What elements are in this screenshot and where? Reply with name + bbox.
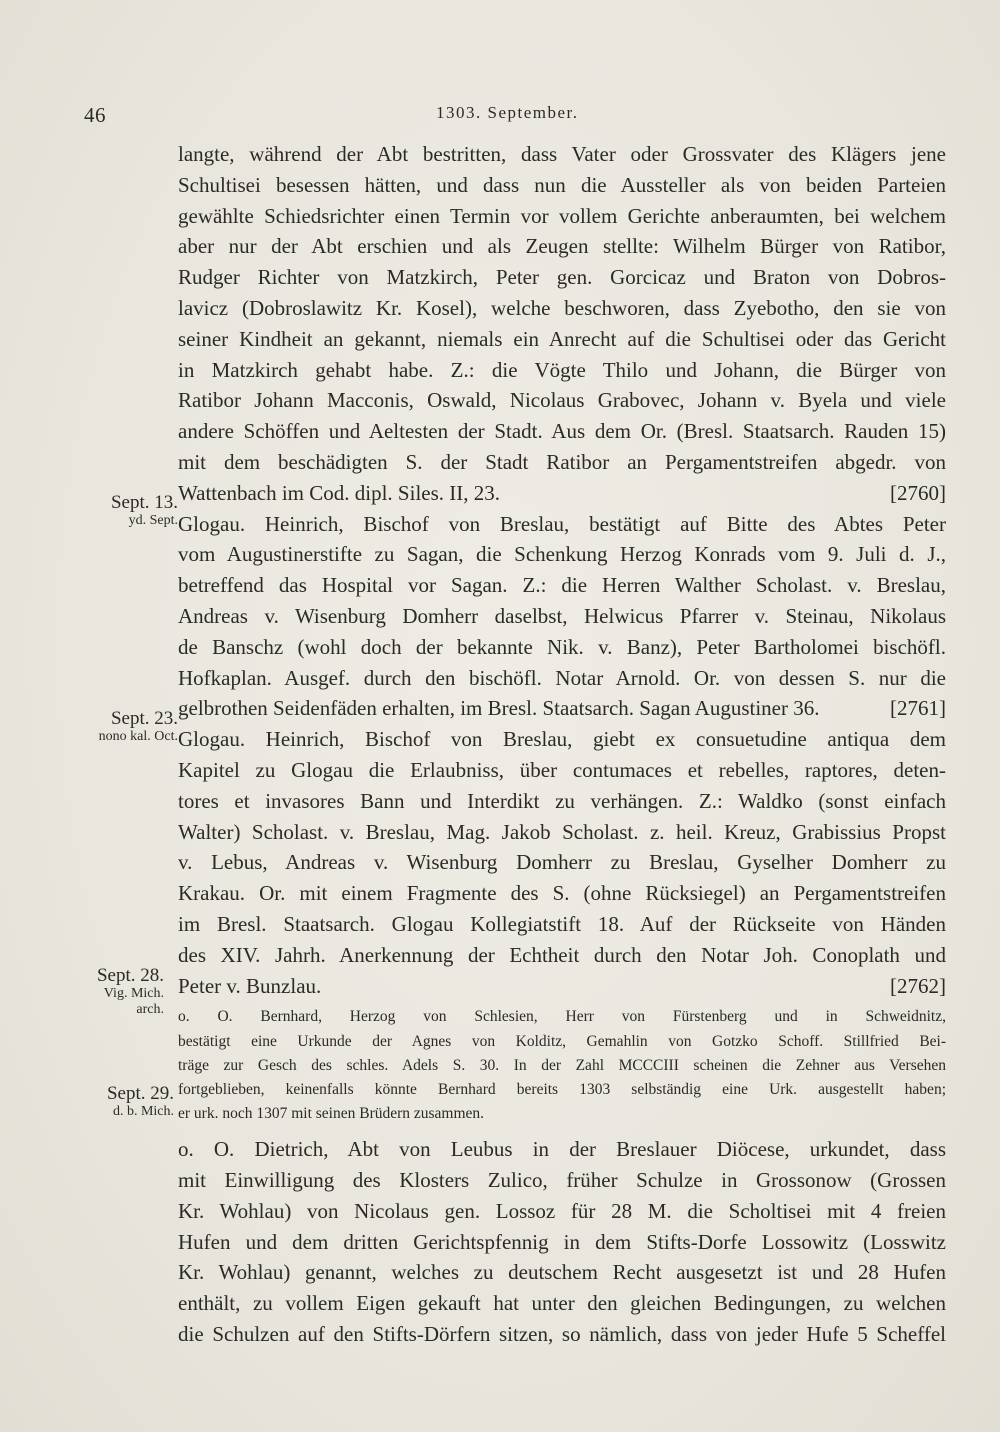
- page-number: 46: [84, 103, 106, 127]
- margin-date: [111, 493, 178, 529]
- text-line: Kr. Wohlau) von Nicolaus gen. Lossoz für 28 M. die Scholtisei mit 4 freien: [178, 1198, 946, 1223]
- text-line: tores et invasores Bann und Interdikt zu verhängen. Z.: Waldko (sonst einfach: [178, 788, 946, 813]
- margin-date: [107, 1084, 174, 1120]
- regest-entry: [178, 1005, 946, 1126]
- document-number: [2760]: [890, 480, 946, 505]
- body-text: [178, 139, 946, 1350]
- text-line: Andreas v. Wisenburg Domherr daselbst, Helwicus Pfarrer v. Steinau, Nikolaus: [178, 603, 946, 628]
- margin-date-text: Sept. 28.: [96, 965, 164, 986]
- margin-date: [99, 709, 178, 745]
- text-line: fortgeblieben, keinenfalls könnte Bernhard bereits 1303 selbständig eine Urk. ausgestellt haben;: [178, 1080, 946, 1098]
- margin-date-text: Sept. 29.: [106, 1083, 174, 1104]
- document-number: [2762]: [890, 973, 946, 998]
- margin-date-text: Sept. 23.: [110, 708, 178, 729]
- margin-date: [84, 966, 164, 1018]
- margin-date-sub: d. b. Mich.: [112, 1104, 174, 1119]
- running-head: 1303. September.: [436, 103, 579, 122]
- text-line: im Bresl. Staatsarch. Glogau Kollegiatstift 18. Auf der Rückseite von Händen: [178, 911, 946, 936]
- text-line: langte, während der Abt bestritten, dass Vater oder Grossvater des Klägers jene: [178, 142, 946, 166]
- text-line: Krakau. Or. mit einem Fragmente des S. (ohne Rücksiegel) an Pergamentstreifen: [178, 881, 946, 906]
- text-line: enthält, zu vollem Eigen gekauft hat unter den gleichen Bedingungen, zu welchen: [178, 1291, 946, 1316]
- text-line: bestätigt eine Urkunde der Agnes von Kolditz, Gemahlin von Gotzko Schoff. Stillfried Bei-: [178, 1032, 946, 1050]
- text-line: Kapitel zu Glogau die Erlaubniss, über contumaces et rebelles, raptores, deten-: [178, 757, 946, 782]
- text-line: andere Schöffen und Aeltesten der Stadt. Aus dem Or. (Bresl. Staatsarch. Rauden 15): [178, 419, 946, 444]
- text-line: mit Einwilligung des Klosters Zulico, früher Schulze in Grossonow (Grossen: [178, 1168, 946, 1193]
- text-line-last: [178, 971, 946, 1002]
- text-line: Schultisei besessen hätten, und dass nun die Aussteller als von beiden Parteien: [178, 172, 946, 197]
- margin-date-sub: Vig. Mich. arch.: [103, 986, 164, 1017]
- text-line: Glogau. Heinrich, Bischof von Breslau, giebt ex consuetudine antiqua dem: [178, 727, 946, 752]
- regest-entry: [178, 1134, 946, 1350]
- text-line: seiner Kindheit an gekannt, niemals ein Anrecht auf die Schultisei oder das Gericht: [178, 326, 946, 351]
- text-line: in Matzkirch gehabt habe. Z.: die Vögte Thilo und Johann, die Bürger von: [178, 357, 946, 382]
- text-line: des XIV. Jahrh. Anerkennung der Echtheit durch den Notar Joh. Conoplath und: [178, 942, 946, 967]
- text-line-last: [178, 478, 946, 509]
- regest-entry: [178, 509, 946, 725]
- text-line: o. O. Bernhard, Herzog von Schlesien, Herr von Fürstenberg und in Schweidnitz,: [178, 1008, 946, 1026]
- text-line: mit dem beschädigten S. der Stadt Ratibor an Pergamentstreifen abgedr. von: [178, 449, 946, 474]
- regest-entry: [178, 139, 946, 509]
- text-line: Walter) Scholast. v. Breslau, Mag. Jakob Scholast. z. heil. Kreuz, Grabissius Propst: [178, 819, 946, 844]
- text-line: betreffend das Hospital vor Sagan. Z.: die Herren Walther Scholast. v. Breslau,: [178, 573, 946, 598]
- margin-date-sub: nono kal. Oct.: [98, 729, 178, 744]
- text-line: Hufen und dem dritten Gerichtspfennig in dem Stifts-Dorfe Lossowitz (Losswitz: [178, 1229, 946, 1254]
- text-line: Ratibor Johann Macconis, Oswald, Nicolaus Grabovec, Johann v. Byela und viele: [178, 388, 946, 413]
- text-line: v. Lebus, Andreas v. Wisenburg Domherr zu Breslau, Gyselher Domherr zu: [178, 850, 946, 875]
- margin-date-text: Sept. 13.: [110, 492, 178, 513]
- text-line: gewählte Schiedsrichter einen Termin vor vollem Gerichte anberaumten, bei welchem: [178, 203, 946, 228]
- text-line-last: er urk. noch 1307 mit seinen Brüdern zusammen.: [178, 1105, 485, 1123]
- text-line: Rudger Richter von Matzkirch, Peter gen. Gorcicaz und Braton von Dobros-: [178, 265, 946, 290]
- text-line: lavicz (Dobroslawitz Kr. Kosel), welche beschworen, dass Zyebotho, den sie von: [178, 295, 946, 320]
- text-line: Glogau. Heinrich, Bischof von Breslau, bestätigt auf Bitte des Abtes Peter: [178, 511, 946, 536]
- text-line-end: Wattenbach im Cod. dipl. Siles. II, 23.: [178, 480, 501, 505]
- text-line: de Banschz (wohl doch der bekannte Nik. v. Banz), Peter Bartholomei bischöfl.: [178, 634, 946, 659]
- text-line-end: Peter v. Bunzlau.: [178, 973, 322, 998]
- text-line: Hofkaplan. Ausgef. durch den bischöfl. Notar Arnold. Or. von dessen S. nur die: [178, 665, 946, 690]
- text-line: träge zur Gesch des schles. Adels S. 30. In der Zahl MCCCIII scheinen die Zehner aus Versehen: [178, 1056, 946, 1074]
- document-number: [2761]: [890, 696, 946, 721]
- text-line: Kr. Wohlau) genannt, welches zu deutschem Recht ausgesetzt ist und 28 Hufen: [178, 1260, 946, 1285]
- regest-entry: [178, 724, 946, 1001]
- text-line: vom Augustinerstifte zu Sagan, die Schenkung Herzog Konrads vom 9. Juli d. J.,: [178, 542, 946, 567]
- text-line-end: gelbrothen Seidenfäden erhalten, im Bresl. Staatsarch. Sagan Augustiner 36.: [178, 696, 820, 721]
- text-line: die Schulzen auf den Stifts-Dörfern sitzen, so nämlich, dass von jeder Hufe 5 Scheffel: [178, 1322, 946, 1347]
- text-line-last: [178, 693, 946, 724]
- margin-date-sub: yd. Sept.: [128, 513, 178, 528]
- text-line: o. O. Dietrich, Abt von Leubus in der Breslauer Diöcese, urkundet, dass: [178, 1137, 946, 1162]
- text-line: aber nur der Abt erschien und als Zeugen stellte: Wilhelm Bürger von Ratibor,: [178, 234, 946, 259]
